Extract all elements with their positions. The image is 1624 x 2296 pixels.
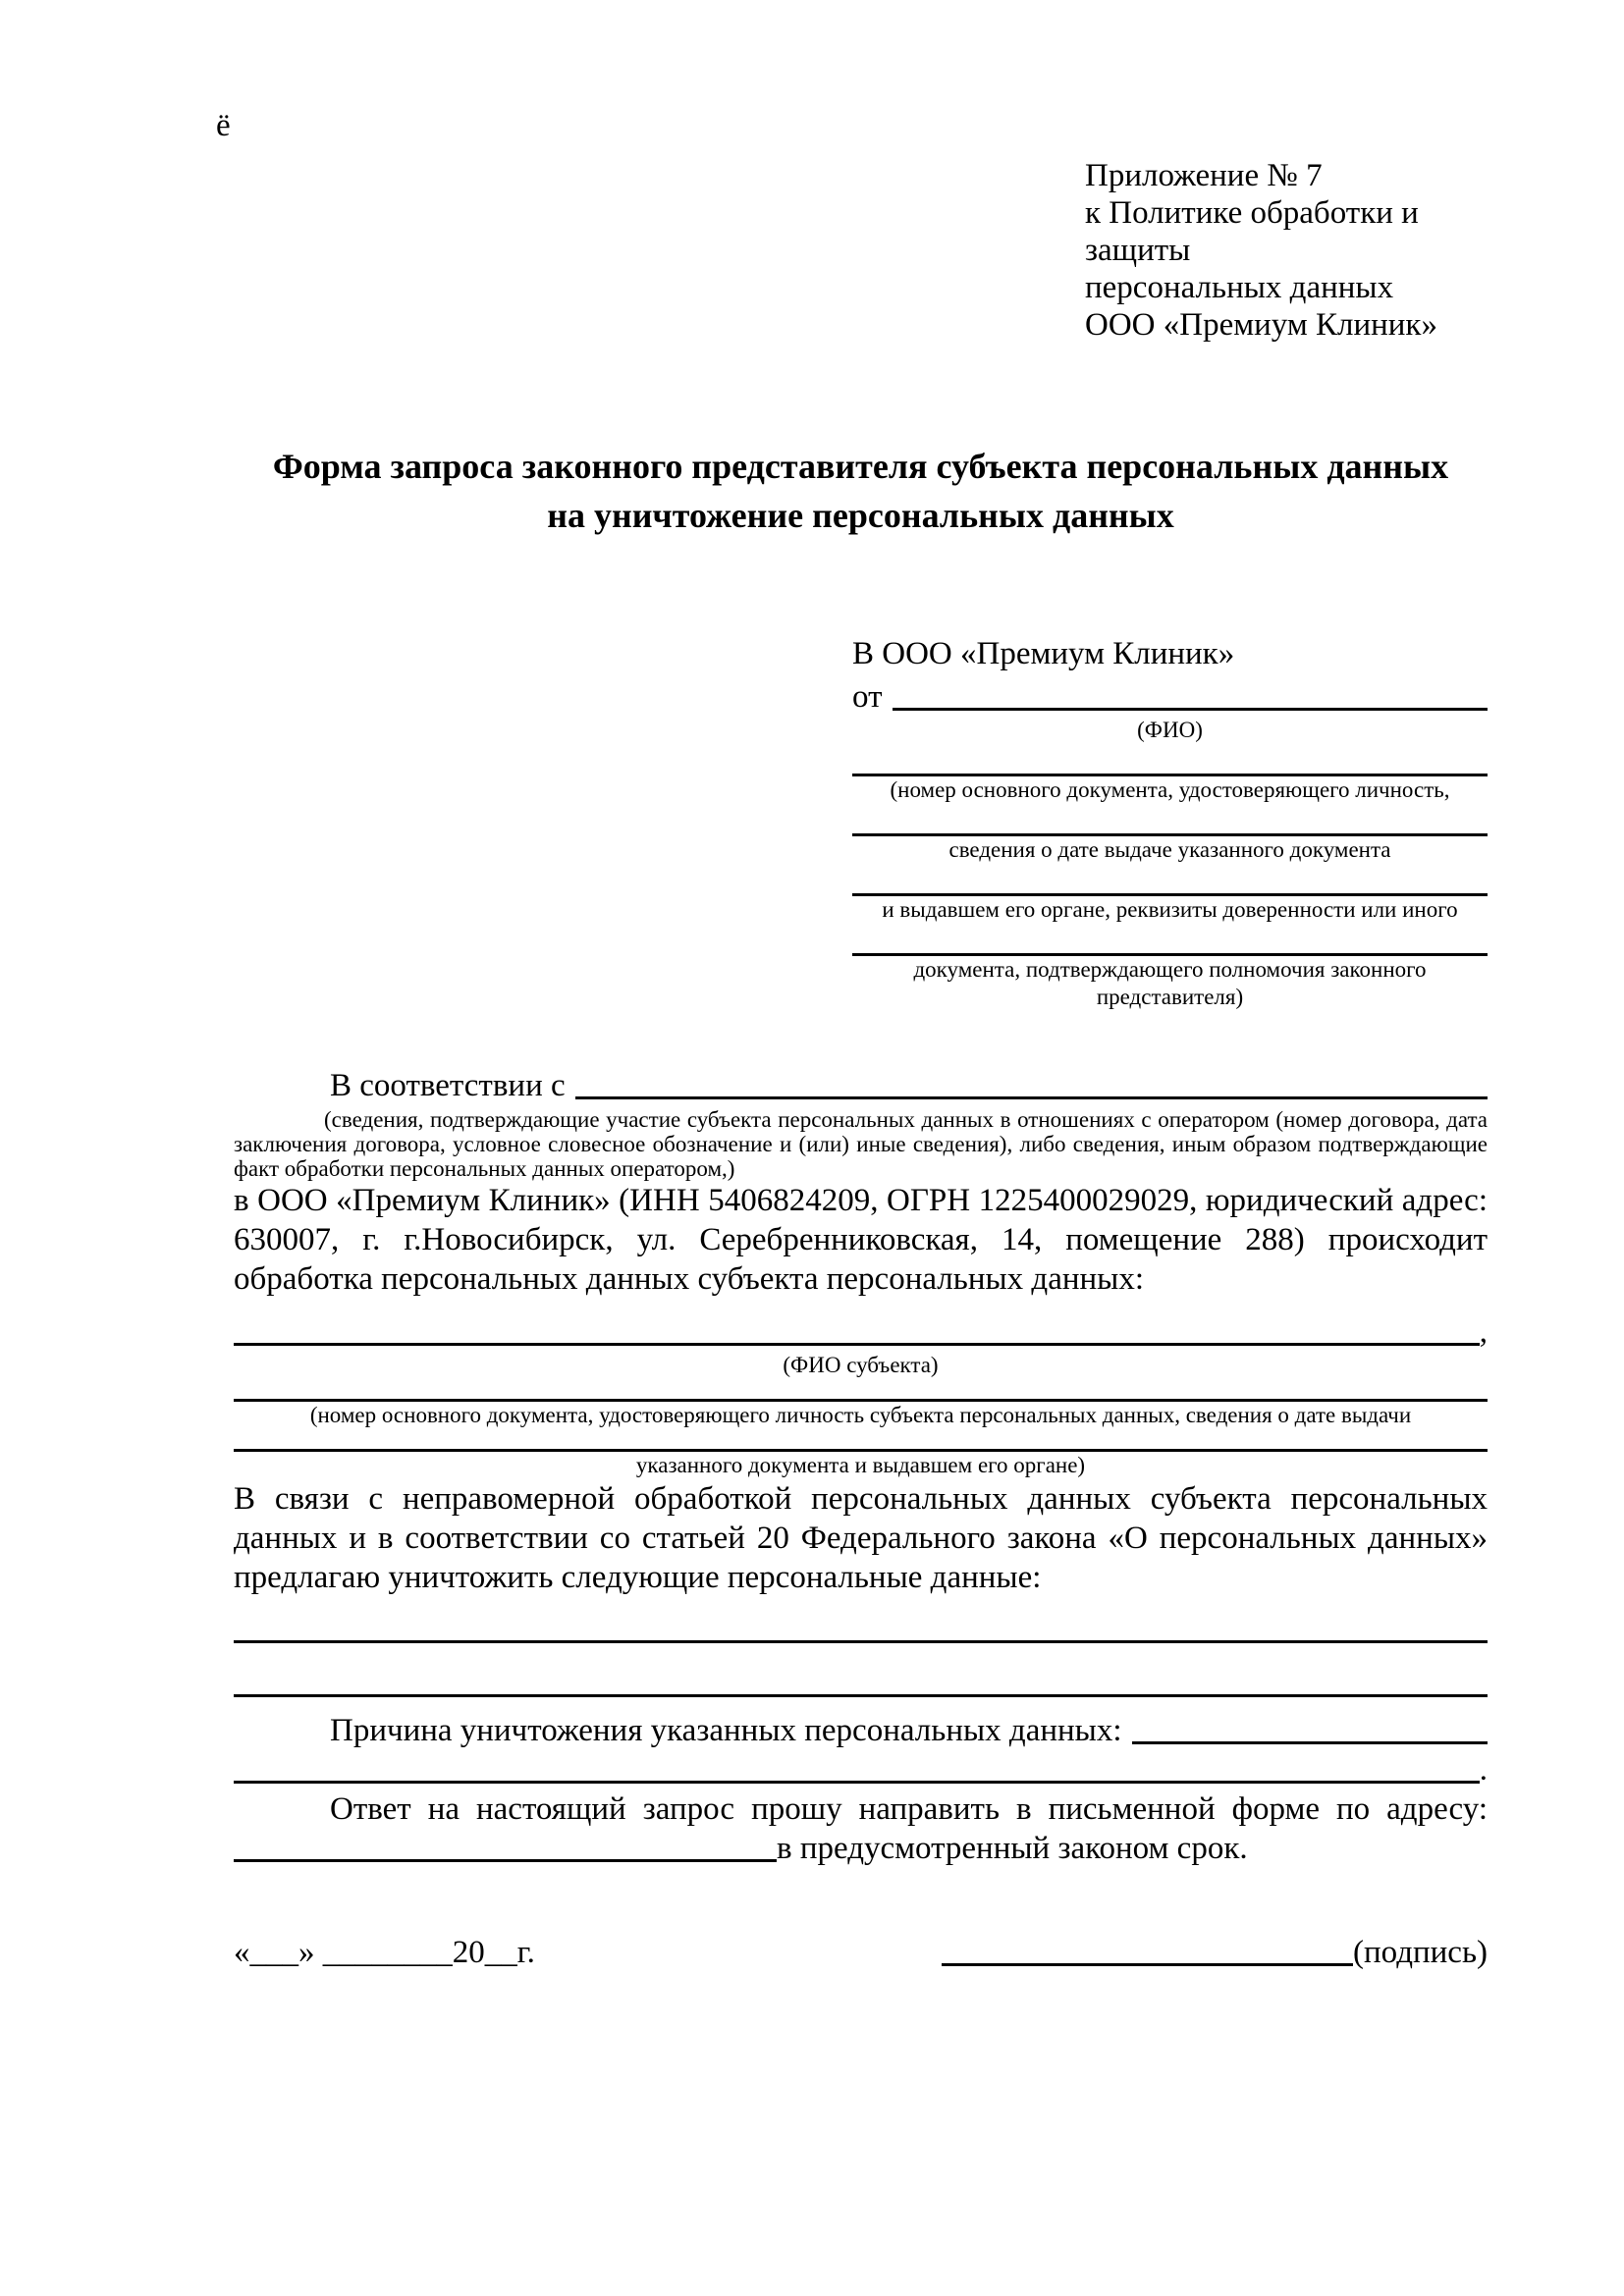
appendix-line-1: Приложение № 7 xyxy=(1085,158,1323,193)
date-field[interactable]: «___» ________20__г. xyxy=(234,1935,535,1970)
reason-continuation-row xyxy=(234,1750,1488,1789)
reason-lead: Причина уничтожения указанных персональных данных: xyxy=(330,1713,1122,1748)
appendix-line-4: ООО «Премиум Клиник» xyxy=(1085,307,1437,343)
accordance-hint: (сведения, подтверждающие участие субъекта персональных данных в отношениях с оператором (номер договора, дата заключения договора, условное словесное обозначение и (или) иные сведения), либо сведения, иным образом подтверждающие факт обработки персональных данных оператором,) xyxy=(234,1107,1488,1181)
signature-row xyxy=(234,1933,1488,1972)
from-row xyxy=(852,677,1488,717)
representative-doc-hint-1: (номер основного документа, удостоверяющего личность, xyxy=(890,777,1450,802)
representative-name-field[interactable] xyxy=(893,677,1489,717)
response-paragraph: Ответ на настоящий запрос прошу направить в письменной форме по адресу: xyxy=(330,1791,1488,1827)
appendix-note xyxy=(1085,157,1488,344)
accordance-basis-field[interactable] xyxy=(575,1066,1488,1105)
signature-hint: (подпись) xyxy=(1353,1935,1488,1970)
subject-fio-field[interactable] xyxy=(234,1312,1480,1352)
addressee-block xyxy=(852,634,1488,1011)
subject-fio-row xyxy=(234,1312,1488,1352)
signature-group xyxy=(942,1933,1488,1972)
reason-row xyxy=(234,1711,1488,1750)
representative-fio-hint: (ФИО) xyxy=(1137,718,1203,742)
form-title xyxy=(234,442,1488,540)
signature-field[interactable] xyxy=(942,1933,1353,1972)
personal-data-field-1[interactable] xyxy=(234,1640,1488,1643)
representative-doc-hint-3: и выдавшем его органе, реквизиты доверенности или иного xyxy=(882,897,1458,922)
appendix-line-3: персональных данных xyxy=(1085,270,1394,305)
subject-fio-comma: , xyxy=(1479,1314,1488,1350)
representative-doc-hint-2: сведения о дате выдаче указанного документа xyxy=(948,837,1391,862)
form-title-line-1: Форма запроса законного представителя субъекта персональных данных xyxy=(272,447,1449,486)
operator-paragraph: в ООО «Премиум Клиник» (ИНН 5406824209, ОГРН 1225400029029, юридический адрес: 630007, г. г.Новосибирск, ул. Серебренниковская, 14, помещение 288) происходит обработка персональных данных субъекта персональных данных: xyxy=(234,1183,1488,1297)
response-address-row xyxy=(234,1829,1488,1868)
appendix-line-2: к Политике обработки и защиты xyxy=(1085,195,1419,268)
reason-field-2[interactable] xyxy=(234,1750,1480,1789)
subject-doc-hint-2: указанного документа и выдавшем его органе) xyxy=(635,1453,1086,1477)
personal-data-field-2[interactable] xyxy=(234,1694,1488,1697)
subject-fio-hint: (ФИО субъекта) xyxy=(783,1353,939,1377)
document-body xyxy=(234,1066,1488,1868)
form-title-line-2: на уничтожение персональных данных xyxy=(547,496,1174,535)
accordance-row xyxy=(234,1066,1488,1105)
reason-field-1[interactable] xyxy=(1132,1711,1488,1750)
stray-char: ё xyxy=(216,108,231,143)
accordance-lead: В соответствии с xyxy=(330,1068,566,1103)
response-address-field[interactable] xyxy=(234,1829,777,1868)
demand-paragraph: В связи с неправомерной обработкой персональных данных субъекта персональных данных и в соответствии со статьей 20 Федерального закона «О персональных данных» предлагаю уничтожить следующие персональные данные: xyxy=(234,1481,1488,1595)
from-label: от xyxy=(852,679,883,715)
response-tail: в предусмотренный законом срок. xyxy=(777,1831,1248,1866)
reason-period: . xyxy=(1479,1752,1488,1788)
addressee-company: В ООО «Премиум Клиник» xyxy=(852,636,1235,671)
representative-doc-hint-4: документа, подтверждающего полномочия законного представителя) xyxy=(913,957,1427,1009)
subject-doc-hint-1: (номер основного документа, удостоверяющего личность субъекта персональных данных, сведения о дате выдачи xyxy=(309,1403,1412,1427)
